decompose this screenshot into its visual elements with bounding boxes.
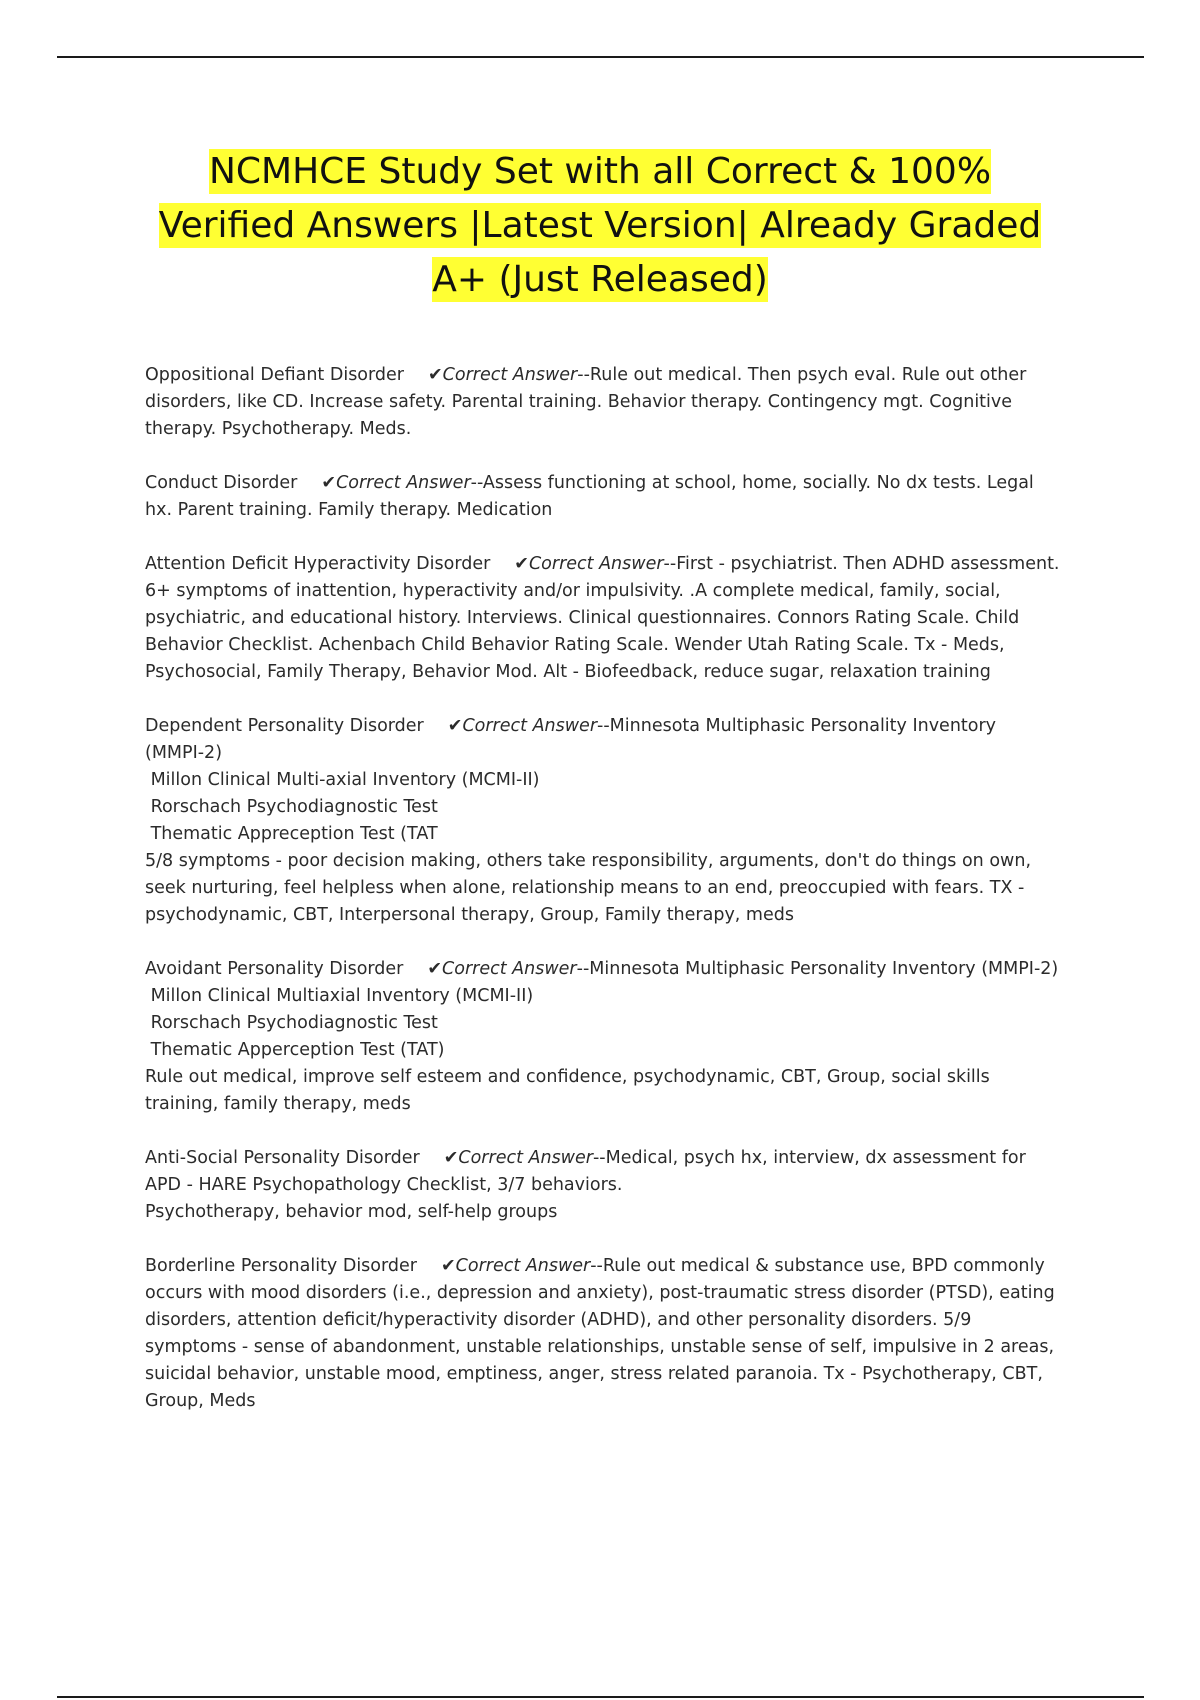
check-mark-icon: ✔ [443,1148,459,1168]
correct-answer-label [321,473,470,493]
answer-separator: -- [663,554,677,574]
qa-entry [145,1145,1060,1226]
check-mark-icon: ✔ [321,473,337,493]
answer-separator: -- [470,473,483,493]
correct-answer-label [441,1256,590,1276]
correct-answer-text: Correct Answer [442,959,577,979]
answer-extra-line: Millon Clinical Multi-axial Inventory (MCMI-II) [145,770,540,790]
question-term: Oppositional Defiant Disorder [145,365,404,385]
qa-entry [145,470,1060,524]
answer-text: Rule out medical. Then psych eval. Rule out other disorders, like CD. Increase safety. Parental training. Behavior therapy. Contingency mgt. Cognitive therapy. Psychotherapy. Meds. [145,365,1027,439]
qa-entry-first-line [145,362,1060,443]
correct-answer-label [427,959,576,979]
question-term: Attention Deficit Hyperactivity Disorder [145,554,491,574]
answer-extra-line: Thematic Apperception Test (TAT) [145,1040,445,1060]
qa-entry [145,956,1060,1118]
question-term: Avoidant Personality Disorder [145,959,404,979]
answer-extra-line: 5/8 symptoms - poor decision making, others take responsibility, arguments, don't do things on own, seek nurturing, feel helpless when alone, relationship means to an end, preoccupied with fears. TX - psychodynamic, CBT, Interpersonal therapy, Group, Family therapy, meds [145,851,1037,925]
check-mark-icon: ✔ [427,365,443,385]
check-mark-icon: ✔ [427,959,443,979]
title-line-2: Verified Answers |Latest Version| Already Graded [158,205,1042,246]
answer-separator: -- [576,959,590,979]
qa-entry-first-line [145,956,1060,983]
qa-entry [145,1253,1060,1415]
correct-answer-text: Correct Answer [442,365,578,385]
question-term: Conduct Disorder [145,473,298,493]
correct-answer-text: Correct Answer [455,1256,591,1276]
question-term: Borderline Personality Disorder [145,1256,417,1276]
answer-separator: -- [577,365,590,385]
correct-answer-label [444,1148,593,1168]
qa-entry [145,362,1060,443]
correct-answer-label [448,716,597,736]
answer-extra-line: Rorschach Psychodiagnostic Test [145,1013,438,1033]
answer-extra-line: Psychotherapy, behavior mod, self-help groups [145,1202,558,1222]
title-line-3: A+ (Just Released) [432,259,768,300]
answer-separator: -- [592,1148,606,1168]
check-mark-icon: ✔ [514,554,529,574]
answer-text: Medical, psych hx, interview, dx assessment for APD - HARE Psychopathology Checklist, 3/7 behaviors. [145,1148,1026,1195]
answer-text: Minnesota Multiphasic Personality Inventory (MMPI-2) [589,959,1059,979]
answer-text: First - psychiatrist. Then ADHD assessment. 6+ symptoms of inattention, hyperactivity and/or impulsivity. .A complete medical, family, social, psychiatric, and educational history. Interviews. Clinical questionnaires. Connors Rating Scale. Child Behavior Checklist. Achenbach Child Behavior Rating Scale. Wender Utah Rating Scale. Tx - Meds, Psychosocial, Family Therapy, Behavior Mod. Alt - Biofeedback, reduce sugar, relaxation training [145,554,1060,682]
answer-text: Minnesota Multiphasic Personality Inventory (MMPI-2) [145,716,997,763]
answer-extra-line: Thematic Appreception Test (TAT [145,824,438,844]
qa-entry-first-line [145,1145,1060,1199]
answer-text: Rule out medical & substance use, BPD commonly occurs with mood disorders (i.e., depression and anxiety), post-traumatic stress disorder (PTSD), eating disorders, attention deficit/hyperactivity disorder (ADHD), and other personality disorders. 5/9 symptoms - sense of abandonment, unstable relationships, unstable sense of self, impulsive in 2 areas, suicidal behavior, unstable mood, emptiness, anger, stress related paranoia. Tx - Psychotherapy, CBT, Group, Meds [145,1256,1055,1411]
qa-entry [145,713,1060,929]
title-line-1: NCMHCE Study Set with all Correct & 100% [208,151,992,192]
answer-separator: -- [597,716,610,736]
qa-entry-first-line [145,1253,1060,1415]
qa-entry-first-line [145,551,1060,686]
answer-extra-line: Millon Clinical Multiaxial Inventory (MCMI-II) [145,986,534,1006]
qa-list [145,362,1060,1442]
answer-separator: -- [590,1256,603,1276]
answer-extra-line: Rule out medical, improve self esteem and confidence, psychodynamic, CBT, Group, social skills training, family therapy, meds [145,1067,996,1114]
qa-entry [145,551,1060,686]
correct-answer-label [428,365,577,385]
question-term: Dependent Personality Disorder [145,716,424,736]
check-mark-icon: ✔ [447,716,463,736]
correct-answer-label [514,554,663,574]
bottom-rule [57,1696,1144,1698]
correct-answer-text: Correct Answer [458,1148,593,1168]
answer-text: Assess functioning at school, home, socially. No dx tests. Legal hx. Parent training. Family therapy. Medication [145,473,1034,520]
top-rule [57,56,1144,58]
qa-entry-first-line [145,470,1060,524]
question-term: Anti-Social Personality Disorder [145,1148,420,1168]
check-mark-icon: ✔ [440,1256,456,1276]
qa-entry-first-line [145,713,1060,767]
correct-answer-text: Correct Answer [528,554,664,574]
correct-answer-text: Correct Answer [462,716,598,736]
answer-extra-line: Rorschach Psychodiagnostic Test [145,797,438,817]
correct-answer-text: Correct Answer [336,473,471,493]
document-title [100,145,1100,307]
